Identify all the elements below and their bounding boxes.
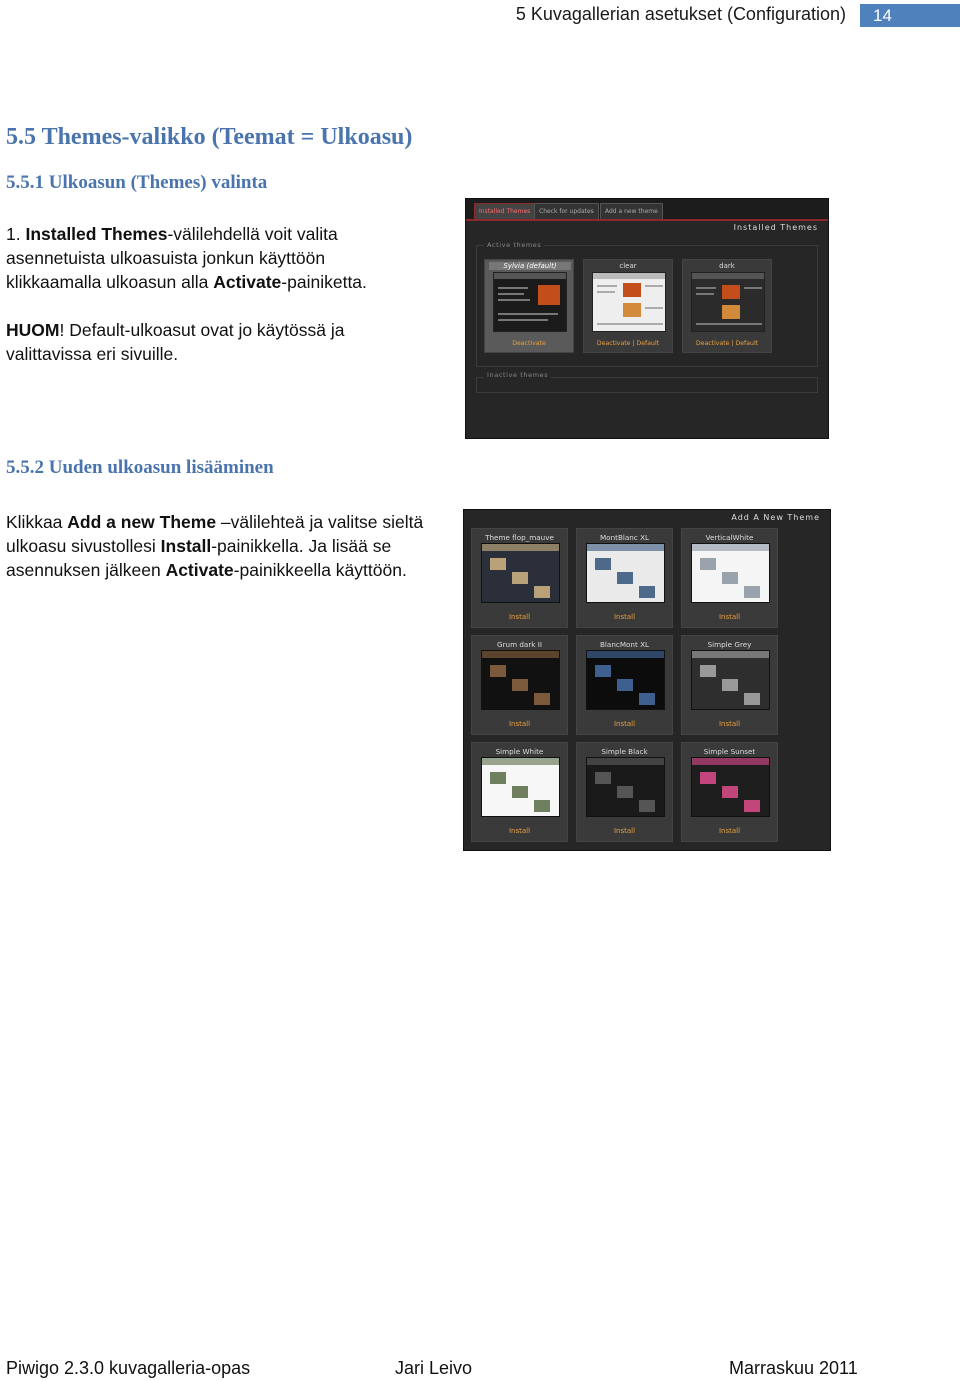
footer-left: Piwigo 2.3.0 kuvagalleria-opas xyxy=(6,1358,251,1378)
section-heading: 5.5 Themes-valikko (Teemat = Ulkoasu) xyxy=(6,124,413,150)
theme-name: Simple Black xyxy=(601,747,648,756)
install-button[interactable]: Install xyxy=(718,613,741,621)
theme-thumbnail xyxy=(691,650,770,710)
theme-thumbnail xyxy=(481,543,560,603)
theme-card-theme-flop-mauve xyxy=(471,528,568,628)
running-header-title: 5 Kuvagallerian asetukset (Configuration) xyxy=(515,4,846,24)
theme-name: dark xyxy=(719,262,735,270)
theme-actions[interactable]: Deactivate | Default xyxy=(695,340,759,347)
tab-add-new-theme[interactable]: Add a new theme xyxy=(600,203,663,219)
theme-card-grum-dark-ii xyxy=(471,635,568,735)
footer-center: Jari Leivo xyxy=(395,1358,473,1378)
tab-bar xyxy=(466,199,828,221)
paragraph-note: HUOM! Default-ulkoasut ovat jo käytössä ja valittavissa eri sivuille. xyxy=(6,320,345,364)
theme-card-clear xyxy=(583,259,673,353)
theme-card-simple-black xyxy=(576,742,673,842)
theme-card-dark xyxy=(682,259,772,353)
theme-thumbnail xyxy=(481,757,560,817)
theme-thumbnail xyxy=(493,272,567,332)
paragraph-add-theme: Klikkaa Add a new Theme –välilehteä ja valitse sieltä ulkoasu sivustollesi Install-painikkella. Ja lisää se asennuksen jälkeen Activate-painikkeella käyttöön. xyxy=(6,512,424,580)
theme-thumbnail xyxy=(586,757,665,817)
tab-check-for-updates[interactable]: Check for updates xyxy=(534,203,599,219)
install-button[interactable]: Install xyxy=(508,827,531,835)
paragraph-installed-themes: 1. Installed Themes-välilehdellä voit valita asennetuista ulkoasuista jonkun käyttöön klikkaamalla ulkoasun alla Activate-painiketta. xyxy=(6,224,367,292)
theme-name: Grum dark II xyxy=(497,640,542,649)
theme-name: Simple White xyxy=(495,747,544,756)
panel-heading: Installed Themes xyxy=(733,223,818,232)
theme-thumbnail xyxy=(691,272,765,332)
install-button[interactable]: Install xyxy=(508,613,531,621)
add-new-theme-screenshot xyxy=(463,509,831,851)
theme-card-verticalwhite xyxy=(681,528,778,628)
install-button[interactable]: Install xyxy=(613,613,636,621)
theme-name: clear xyxy=(619,262,637,270)
installed-themes-screenshot xyxy=(465,198,829,439)
theme-thumbnail xyxy=(592,272,666,332)
theme-card-sylvia xyxy=(484,259,574,353)
theme-card-simple-white xyxy=(471,742,568,842)
install-button[interactable]: Install xyxy=(508,720,531,728)
theme-card-simple-grey xyxy=(681,635,778,735)
theme-thumbnail xyxy=(481,650,560,710)
page-number-badge: 14 xyxy=(860,4,960,27)
install-button[interactable]: Install xyxy=(718,827,741,835)
theme-name: Theme flop_mauve xyxy=(485,533,554,542)
panel-heading: Add A New Theme xyxy=(731,513,820,522)
theme-thumbnail xyxy=(691,757,770,817)
theme-card-montblanc-xl xyxy=(576,528,673,628)
install-button[interactable]: Install xyxy=(613,720,636,728)
theme-name: Sylvia (default) xyxy=(489,262,571,270)
footer-right: Marraskuu 2011 xyxy=(729,1358,858,1378)
theme-name: BlancMont XL xyxy=(599,640,650,649)
install-button[interactable]: Install xyxy=(718,720,741,728)
theme-card-blancmont-xl xyxy=(576,635,673,735)
install-button[interactable]: Install xyxy=(613,827,636,835)
active-themes-legend: Active themes xyxy=(484,241,544,249)
theme-name: Simple Sunset xyxy=(703,747,756,756)
theme-thumbnail xyxy=(586,543,665,603)
subsection-heading-1: 5.5.1 Ulkoasun (Themes) valinta xyxy=(6,172,268,193)
theme-name: Simple Grey xyxy=(707,640,752,649)
theme-card-simple-sunset xyxy=(681,742,778,842)
tab-installed-themes[interactable]: Installed Themes xyxy=(474,203,535,219)
inactive-themes-fieldset xyxy=(476,377,818,393)
theme-actions[interactable]: Deactivate | Default xyxy=(596,340,660,347)
inactive-themes-legend: Inactive themes xyxy=(484,371,551,379)
theme-thumbnail xyxy=(586,650,665,710)
theme-name: VerticalWhite xyxy=(705,533,754,542)
subsection-heading-2: 5.5.2 Uuden ulkoasun lisääminen xyxy=(6,457,274,478)
theme-actions[interactable]: Deactivate xyxy=(512,340,546,347)
theme-name: MontBlanc XL xyxy=(599,533,650,542)
theme-thumbnail xyxy=(691,543,770,603)
